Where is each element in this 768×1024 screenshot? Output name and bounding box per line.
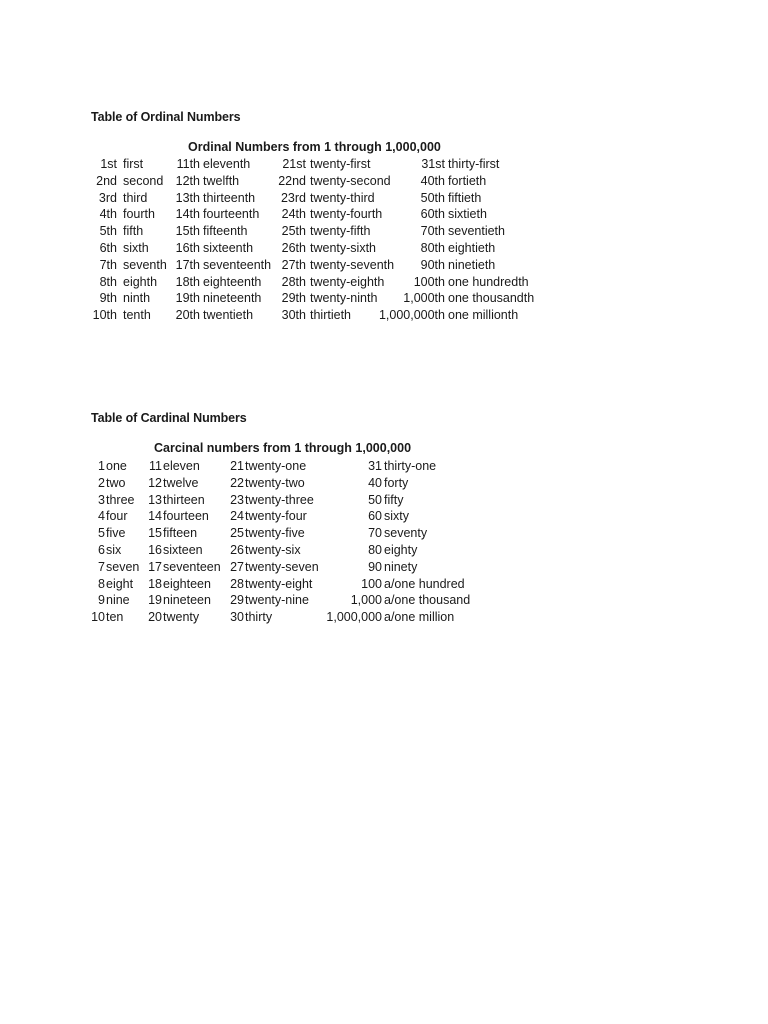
cardinal-word-cell: a/one hundred [384, 576, 465, 591]
ordinal-number-cell: 90th [420, 257, 445, 272]
cardinal-word-cell: twenty-one [245, 459, 307, 473]
ordinal-word-cell: seventh [123, 257, 167, 272]
cardinal-word-cell: seventy [384, 526, 428, 541]
cardinal-number-cell: 70 [368, 526, 382, 541]
ordinal-word-cell: twenty-eighth [310, 274, 385, 289]
ordinal-word-cell: ninth [123, 291, 151, 306]
ordinal-word-cell: twenty-third [310, 190, 375, 205]
cardinal-number-cell: 1 [98, 459, 105, 473]
ordinal-number-cell: 40th [420, 173, 445, 188]
cardinal-number-cell: 24 [230, 509, 244, 524]
cardinal-number-cell: 12 [148, 475, 162, 490]
cardinal-word-cell: five [106, 526, 126, 541]
cardinal-number-cell: 2 [98, 475, 105, 490]
cardinal-word-cell: thirty-one [384, 459, 437, 473]
ordinal-word-cell: thirteenth [203, 190, 256, 205]
ordinal-number-cell: 27th [281, 257, 306, 272]
cardinal-number-cell: 10 [91, 610, 105, 625]
ordinal-table-row [0, 156, 768, 173]
cardinal-number-cell: 20 [148, 610, 162, 625]
cardinal-word-cell: nine [106, 593, 130, 608]
cardinal-word-cell: a/one million [384, 610, 455, 625]
ordinal-table-row [0, 206, 768, 223]
ordinal-word-cell: twelfth [203, 173, 240, 188]
cardinal-table-row [0, 542, 768, 559]
ordinal-word-cell: twenty-ninth [310, 291, 378, 306]
ordinal-number-cell: 1st [100, 157, 117, 171]
cardinal-table-row [0, 508, 768, 525]
ordinal-word-cell: nineteenth [203, 291, 262, 306]
cardinal-word-cell: one [106, 459, 127, 473]
ordinal-number-cell: 3rd [98, 190, 117, 205]
cardinal-word-cell: thirty [245, 610, 273, 625]
ordinal-table-row [0, 240, 768, 257]
cardinal-number-cell: 15 [148, 526, 162, 541]
cardinal-word-cell: fifteen [163, 526, 198, 541]
cardinal-number-cell: 11 [149, 459, 162, 473]
ordinal-word-cell: ninetieth [448, 257, 496, 272]
ordinal-number-cell: 70th [420, 224, 445, 239]
cardinal-number-cell: 16 [148, 542, 162, 557]
cardinal-number-cell: 17 [148, 559, 162, 574]
ordinal-table-row [0, 257, 768, 274]
cardinal-number-cell: 31 [368, 459, 382, 473]
cardinal-word-cell: forty [384, 475, 409, 490]
ordinal-number-cell: 6th [99, 240, 117, 255]
cardinal-table-row [0, 458, 768, 475]
cardinal-table-row [0, 576, 768, 593]
cardinal-word-cell: three [106, 492, 135, 507]
ordinal-number-cell: 26th [281, 240, 306, 255]
ordinal-word-cell: twenty-second [310, 173, 391, 188]
cardinal-number-cell: 90 [368, 559, 382, 574]
ordinal-word-cell: twenty-fourth [310, 207, 383, 222]
cardinal-word-cell: a/one thousand [384, 593, 471, 608]
cardinal-section-title: Table of Cardinal Numbers [91, 411, 247, 425]
cardinal-table [0, 458, 768, 626]
cardinal-number-cell: 3 [98, 492, 105, 507]
cardinal-number-cell: 27 [230, 559, 244, 574]
ordinal-number-cell: 24th [281, 207, 306, 222]
ordinal-word-cell: twenty-seventh [310, 257, 395, 272]
ordinal-number-cell: 9th [99, 291, 117, 306]
ordinal-word-cell: seventieth [448, 224, 505, 239]
cardinal-number-cell: 28 [230, 576, 244, 591]
cardinal-word-cell: fourteen [163, 509, 209, 524]
ordinal-word-cell: fortieth [448, 173, 487, 188]
cardinal-word-cell: twenty-seven [245, 559, 319, 574]
ordinal-word-cell: first [123, 157, 144, 171]
ordinal-number-cell: 14th [175, 207, 200, 222]
ordinal-number-cell: 4th [99, 207, 117, 222]
ordinal-word-cell: eighth [123, 274, 158, 289]
cardinal-number-cell: 1,000,000 [326, 610, 382, 625]
cardinal-table-caption: Carcinal numbers from 1 through 1,000,000 [154, 441, 412, 455]
cardinal-number-cell: 21 [230, 459, 244, 473]
cardinal-word-cell: sixty [384, 509, 409, 524]
cardinal-number-cell: 13 [148, 492, 162, 507]
cardinal-word-cell: twenty-three [245, 492, 314, 507]
ordinal-number-cell: 22nd [278, 173, 306, 188]
ordinal-word-cell: fifth [123, 224, 144, 239]
cardinal-number-cell: 25 [230, 526, 244, 541]
ordinal-table-row [0, 190, 768, 207]
ordinal-word-cell: fourteenth [203, 207, 260, 222]
cardinal-word-cell: twenty-two [245, 475, 305, 490]
ordinal-number-cell: 12th [175, 173, 200, 188]
ordinal-word-cell: twenty-first [310, 157, 371, 171]
cardinal-word-cell: fifty [384, 492, 404, 507]
cardinal-number-cell: 1,000 [350, 593, 382, 608]
ordinal-number-cell: 21st [282, 157, 306, 171]
cardinal-word-cell: eighty [384, 542, 418, 557]
ordinal-number-cell: 30th [281, 308, 306, 323]
cardinal-word-cell: two [106, 475, 126, 490]
ordinal-number-cell: 11th [176, 157, 200, 171]
ordinal-number-cell: 13th [175, 190, 200, 205]
ordinal-number-cell: 5th [99, 224, 117, 239]
cardinal-number-cell: 100 [361, 576, 382, 591]
cardinal-table-row [0, 592, 768, 609]
ordinal-word-cell: fourth [123, 207, 155, 222]
ordinal-word-cell: seventeenth [203, 257, 272, 272]
cardinal-word-cell: twenty-four [245, 509, 307, 524]
cardinal-word-cell: eight [106, 576, 134, 591]
cardinal-table-row [0, 492, 768, 509]
cardinal-number-cell: 22 [230, 475, 244, 490]
cardinal-word-cell: seventeen [163, 559, 221, 574]
ordinal-table-row [0, 173, 768, 190]
ordinal-number-cell: 16th [175, 240, 200, 255]
cardinal-word-cell: eleven [163, 459, 200, 473]
cardinal-word-cell: four [106, 509, 128, 524]
ordinal-word-cell: tenth [123, 308, 151, 323]
ordinal-word-cell: eleventh [203, 157, 251, 171]
ordinal-word-cell: sixtieth [448, 207, 487, 222]
ordinal-number-cell: 17th [175, 257, 200, 272]
cardinal-number-cell: 14 [148, 509, 162, 524]
ordinal-word-cell: thirty-first [448, 157, 500, 171]
ordinal-word-cell: twenty-sixth [310, 240, 376, 255]
ordinal-number-cell: 100th [413, 274, 445, 289]
ordinal-word-cell: thirtieth [310, 308, 351, 323]
ordinal-number-cell: 25th [281, 224, 306, 239]
ordinal-word-cell: second [123, 173, 164, 188]
cardinal-word-cell: ten [106, 610, 124, 625]
cardinal-number-cell: 18 [148, 576, 162, 591]
cardinal-word-cell: ninety [384, 559, 418, 574]
ordinal-table-row [0, 307, 768, 324]
ordinal-word-cell: one thousandth [448, 291, 535, 306]
cardinal-word-cell: seven [106, 559, 140, 574]
cardinal-number-cell: 23 [230, 492, 244, 507]
ordinal-word-cell: fifteenth [203, 224, 248, 239]
cardinal-word-cell: six [106, 542, 122, 557]
cardinal-number-cell: 19 [148, 593, 162, 608]
ordinal-word-cell: twentieth [203, 308, 254, 323]
cardinal-word-cell: twenty-six [245, 542, 301, 557]
ordinal-word-cell: eightieth [448, 240, 496, 255]
ordinal-word-cell: fiftieth [448, 190, 482, 205]
cardinal-word-cell: nineteen [163, 593, 211, 608]
ordinal-number-cell: 50th [420, 190, 445, 205]
cardinal-number-cell: 6 [98, 542, 105, 557]
ordinal-word-cell: eighteenth [203, 274, 262, 289]
cardinal-table-row [0, 609, 768, 626]
cardinal-word-cell: thirteen [163, 492, 205, 507]
ordinal-word-cell: one hundredth [448, 274, 529, 289]
ordinal-number-cell: 2nd [96, 173, 117, 188]
ordinal-table-row [0, 223, 768, 240]
cardinal-word-cell: twelve [163, 475, 199, 490]
ordinal-number-cell: 10th [92, 308, 117, 323]
ordinal-number-cell: 23rd [280, 190, 306, 205]
ordinal-number-cell: 18th [175, 274, 200, 289]
cardinal-number-cell: 7 [98, 559, 105, 574]
cardinal-table-row [0, 525, 768, 542]
cardinal-number-cell: 60 [368, 509, 382, 524]
ordinal-number-cell: 20th [175, 308, 200, 323]
ordinal-number-cell: 1,000,000th [378, 308, 445, 323]
cardinal-word-cell: twenty-eight [245, 576, 313, 591]
ordinal-number-cell: 7th [99, 257, 117, 272]
cardinal-word-cell: sixteen [163, 542, 203, 557]
ordinal-word-cell: twenty-fifth [310, 224, 371, 239]
ordinal-section-title: Table of Ordinal Numbers [91, 110, 241, 124]
ordinal-number-cell: 80th [420, 240, 445, 255]
ordinal-word-cell: one millionth [448, 308, 519, 323]
ordinal-table-row [0, 290, 768, 307]
ordinal-word-cell: sixth [123, 240, 149, 255]
ordinal-number-cell: 31st [421, 157, 445, 171]
cardinal-number-cell: 26 [230, 542, 244, 557]
cardinal-word-cell: eighteen [163, 576, 211, 591]
cardinal-word-cell: twenty [163, 610, 200, 625]
ordinal-word-cell: third [123, 190, 148, 205]
cardinal-table-row [0, 559, 768, 576]
ordinal-table-row [0, 274, 768, 291]
ordinal-word-cell: sixteenth [203, 240, 254, 255]
cardinal-number-cell: 40 [368, 475, 382, 490]
cardinal-number-cell: 80 [368, 542, 382, 557]
cardinal-number-cell: 4 [98, 509, 105, 524]
cardinal-number-cell: 50 [368, 492, 382, 507]
ordinal-number-cell: 19th [175, 291, 200, 306]
ordinal-number-cell: 29th [281, 291, 306, 306]
ordinal-table [0, 156, 768, 324]
cardinal-number-cell: 8 [98, 576, 105, 591]
ordinal-number-cell: 15th [175, 224, 200, 239]
ordinal-number-cell: 60th [420, 207, 445, 222]
ordinal-table-caption: Ordinal Numbers from 1 through 1,000,000 [188, 140, 441, 154]
ordinal-number-cell: 1,000th [403, 291, 445, 306]
cardinal-number-cell: 9 [98, 593, 105, 608]
cardinal-number-cell: 5 [98, 526, 105, 541]
ordinal-number-cell: 28th [281, 274, 306, 289]
cardinal-number-cell: 30 [230, 610, 244, 625]
ordinal-number-cell: 8th [99, 274, 117, 289]
cardinal-number-cell: 29 [230, 593, 244, 608]
cardinal-table-row [0, 475, 768, 492]
cardinal-word-cell: twenty-five [245, 526, 305, 541]
cardinal-word-cell: twenty-nine [245, 593, 309, 608]
